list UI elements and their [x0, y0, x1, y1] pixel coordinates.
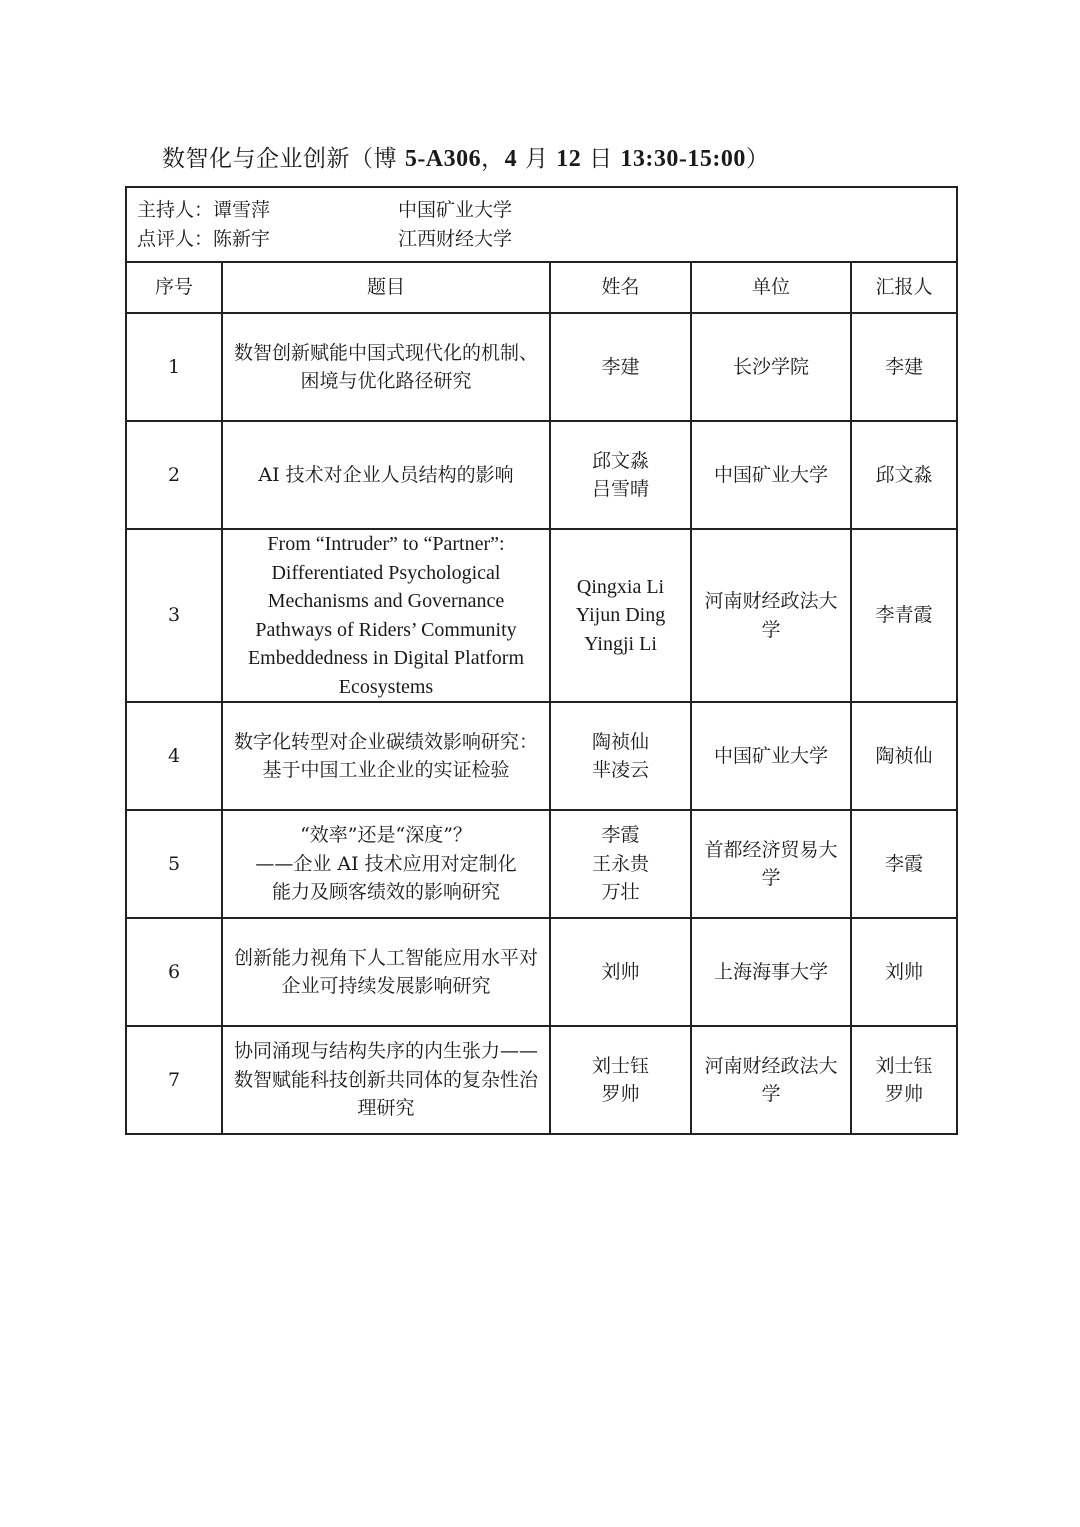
title-sep: ， [481, 146, 505, 172]
row-org: 中国矿业大学 [691, 421, 851, 529]
title-prefix: 数智化与企业创新（博 [162, 146, 405, 172]
row-org: 中国矿业大学 [691, 702, 851, 810]
row-name: 万壮 [601, 881, 640, 904]
header-reporter: 汇报人 [851, 262, 957, 313]
row-reporter [851, 810, 957, 918]
row-name: 邱文淼 [591, 449, 649, 472]
row-topic: 创新能力视角下人工智能应用水平对企业可持续发展影响研究 [222, 918, 550, 1026]
row-org: 河南财经政法大学 [691, 529, 851, 702]
row-name: 王永贵 [591, 852, 649, 875]
info-row [126, 187, 957, 262]
row-name: 李建 [601, 355, 640, 378]
row-topic: 协同涌现与结构失序的内生张力——数智赋能科技创新共同体的复杂性治理研究 [222, 1026, 550, 1134]
reviewer-line [137, 225, 946, 254]
row-name: 吕雪晴 [591, 478, 649, 500]
title-day-unit: 日 [581, 146, 621, 172]
host-org: 中国矿业大学 [398, 199, 513, 221]
row-topic-line: “效率”还是“深度”？ [300, 824, 472, 847]
title-day: 12 [556, 146, 582, 172]
row-reporter [851, 1026, 957, 1134]
row-reporter-name: 刘帅 [884, 960, 923, 983]
row-reporter-name: 刘士钰 [875, 1054, 933, 1077]
row-reporter-name: 李青霞 [875, 604, 933, 627]
row-org: 长沙学院 [691, 313, 851, 421]
row-topic-line: 能力及顾客绩效的影响研究 [271, 881, 500, 904]
row-reporter-name: 李霞 [884, 852, 923, 875]
reviewer-org: 江西财经大学 [398, 227, 513, 250]
row-no: 5 [126, 810, 222, 918]
schedule-table [125, 186, 958, 1135]
row-name: 罗帅 [601, 1083, 640, 1105]
row-names [550, 702, 691, 810]
row-reporter-name: 邱文淼 [875, 463, 933, 486]
row-names [550, 1026, 691, 1134]
host-name: 谭雪萍 [213, 199, 271, 221]
row-no: 4 [126, 702, 222, 810]
row-no: 2 [126, 421, 222, 529]
reviewer-label: 点评人： [137, 227, 214, 250]
host-label: 主持人： [137, 199, 214, 221]
title-month-unit: 月 [517, 146, 557, 172]
row-topic: From “Intruder” to “Partner”: Differentiated Psychological Mechanisms and Governance Pathways of Riders’ Community Embeddedness in Digital Platform Ecosystems [222, 529, 550, 702]
title-suffix: ） [745, 146, 770, 172]
table-row [126, 810, 957, 918]
row-reporter-name: 李建 [884, 355, 923, 378]
row-name: 陶祯仙 [591, 730, 649, 753]
table-row [126, 421, 957, 529]
row-topic: AI 技术对企业人员结构的影响 [222, 421, 550, 529]
row-reporter [851, 702, 957, 810]
header-topic: 题目 [222, 262, 550, 313]
row-org: 上海海事大学 [691, 918, 851, 1026]
header-row [126, 262, 957, 313]
table-row [126, 702, 957, 810]
host-line [137, 196, 946, 225]
row-reporter [851, 313, 957, 421]
table-row [126, 313, 957, 421]
reviewer-name: 陈新宇 [213, 227, 271, 250]
row-reporter [851, 421, 957, 529]
row-names [550, 313, 691, 421]
table-row [126, 918, 957, 1026]
row-reporter-name: 罗帅 [884, 1083, 923, 1105]
header-org: 单位 [691, 262, 851, 313]
row-name: Qingxia Li [576, 575, 665, 598]
page-title [162, 140, 769, 173]
row-name: Yingji Li [584, 632, 657, 655]
row-org: 首都经济贸易大学 [691, 810, 851, 918]
row-topic [222, 810, 550, 918]
row-name: 芈凌云 [591, 759, 649, 781]
table-row [126, 1026, 957, 1134]
title-month: 4 [504, 146, 518, 172]
header-name: 姓名 [550, 262, 691, 313]
row-names [550, 421, 691, 529]
row-no: 3 [126, 529, 222, 702]
row-names [550, 810, 691, 918]
row-names [550, 918, 691, 1026]
row-no: 7 [126, 1026, 222, 1134]
row-reporter-name: 陶祯仙 [875, 744, 933, 767]
row-names [550, 529, 691, 702]
row-reporter [851, 918, 957, 1026]
row-topic: 数字化转型对企业碳绩效影响研究：基于中国工业企业的实证检验 [222, 702, 550, 810]
row-org: 河南财经政法大学 [691, 1026, 851, 1134]
row-name: 李霞 [601, 824, 640, 847]
header-no: 序号 [126, 262, 222, 313]
title-room: 5-A306 [404, 146, 482, 172]
row-name: 刘帅 [601, 960, 640, 983]
row-topic: 数智创新赋能中国式现代化的机制、困境与优化路径研究 [222, 313, 550, 421]
row-name: Yijun Ding [575, 604, 666, 627]
row-topic-line: ——企业 AI 技术应用对定制化 [255, 852, 517, 875]
table-row [126, 529, 957, 702]
row-reporter [851, 529, 957, 702]
row-no: 1 [126, 313, 222, 421]
row-name: 刘士钰 [591, 1054, 649, 1077]
row-no: 6 [126, 918, 222, 1026]
title-time: 13:30-15:00 [620, 146, 746, 172]
host-reviewer-cell [126, 187, 957, 262]
